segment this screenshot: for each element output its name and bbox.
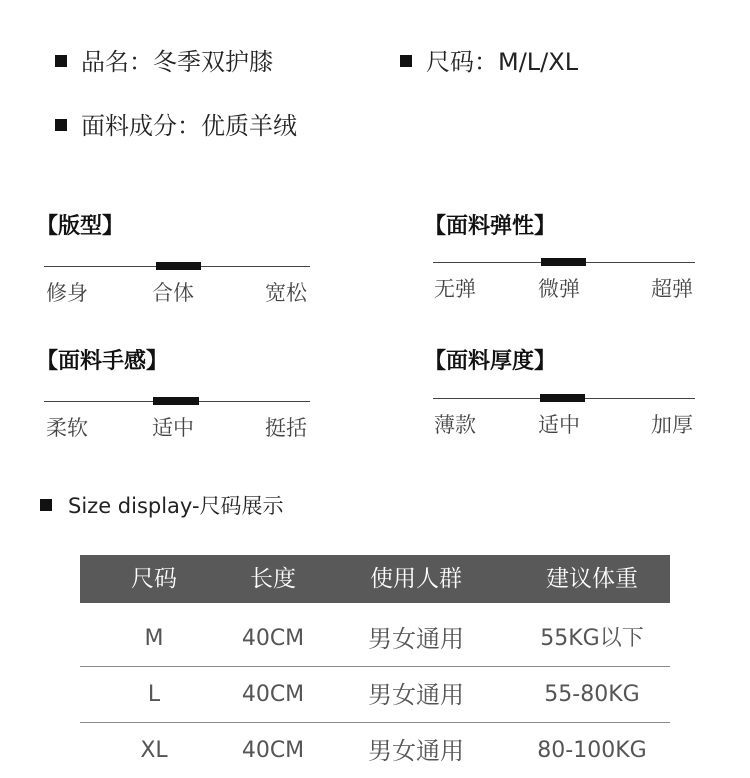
material-text: 面料成分：优质羊绒 (81, 112, 297, 140)
scale-label-fit-0: 修身 (46, 281, 88, 305)
size-table (80, 555, 670, 778)
attr-title-elasticity: 【面料弹性】 (424, 214, 557, 239)
info-size (400, 50, 578, 74)
scale-label-hand-feel-0: 柔软 (46, 416, 88, 440)
size-text: 尺码：M/L/XL (426, 48, 579, 76)
table-cell-size: L (147, 681, 161, 707)
scale-label-thickness-2: 加厚 (651, 413, 693, 437)
bullet-square-icon (400, 55, 412, 67)
scale-marker-fit (156, 262, 201, 270)
scale-label-fit-1: 合体 (152, 281, 194, 305)
scale-label-thickness-1: 适中 (538, 413, 580, 437)
header-cell-users: 使用人群 (370, 565, 462, 592)
scale-label-fit-2: 宽松 (265, 281, 307, 305)
table-cell-users: 男女通用 (368, 680, 464, 709)
attr-title-thickness: 【面料厚度】 (424, 349, 557, 374)
info-material (55, 114, 297, 138)
header-cell-weight: 建议体重 (546, 565, 638, 592)
scale-label-thickness-0: 薄款 (434, 413, 476, 437)
table-cell-size: XL (140, 737, 168, 763)
table-cell-length: 40CM (241, 625, 305, 651)
scale-label-elasticity-0: 无弹 (434, 277, 476, 301)
scale-marker-thickness (540, 394, 585, 402)
table-row (80, 611, 670, 667)
table-cell-size: M (144, 625, 164, 651)
table-cell-users: 男女通用 (368, 736, 464, 765)
info-product-name (55, 50, 273, 74)
scale-label-hand-feel-1: 适中 (152, 416, 194, 440)
scale-label-elasticity-2: 超弹 (651, 277, 693, 301)
table-cell-weight: 55-80KG (544, 681, 640, 707)
header-cell-size: 尺码 (131, 565, 177, 592)
table-row (80, 723, 670, 778)
bullet-square-icon (55, 119, 67, 131)
table-row (80, 667, 670, 723)
table-cell-weight: 55KG以下 (540, 625, 644, 651)
attr-title-fit: 【版型】 (36, 214, 125, 239)
bullet-square-icon (55, 55, 67, 67)
table-cell-weight: 80-100KG (537, 737, 647, 763)
scale-label-hand-feel-2: 挺括 (265, 416, 307, 440)
table-cell-length: 40CM (241, 737, 305, 763)
size-section-title: Size display-尺码展示 (68, 494, 284, 518)
table-cell-users: 男女通用 (368, 624, 464, 653)
scale-marker-elasticity (541, 258, 586, 266)
product-name-text: 品名：冬季双护膝 (81, 48, 273, 76)
scale-label-elasticity-1: 微弹 (538, 277, 580, 301)
bullet-square-icon (40, 499, 52, 511)
attr-title-hand-feel: 【面料手感】 (36, 349, 169, 374)
size-section-heading (40, 496, 284, 517)
header-cell-length: 长度 (250, 565, 296, 592)
scale-marker-hand-feel (153, 397, 199, 405)
size-table-header (80, 555, 670, 603)
table-cell-length: 40CM (241, 681, 305, 707)
